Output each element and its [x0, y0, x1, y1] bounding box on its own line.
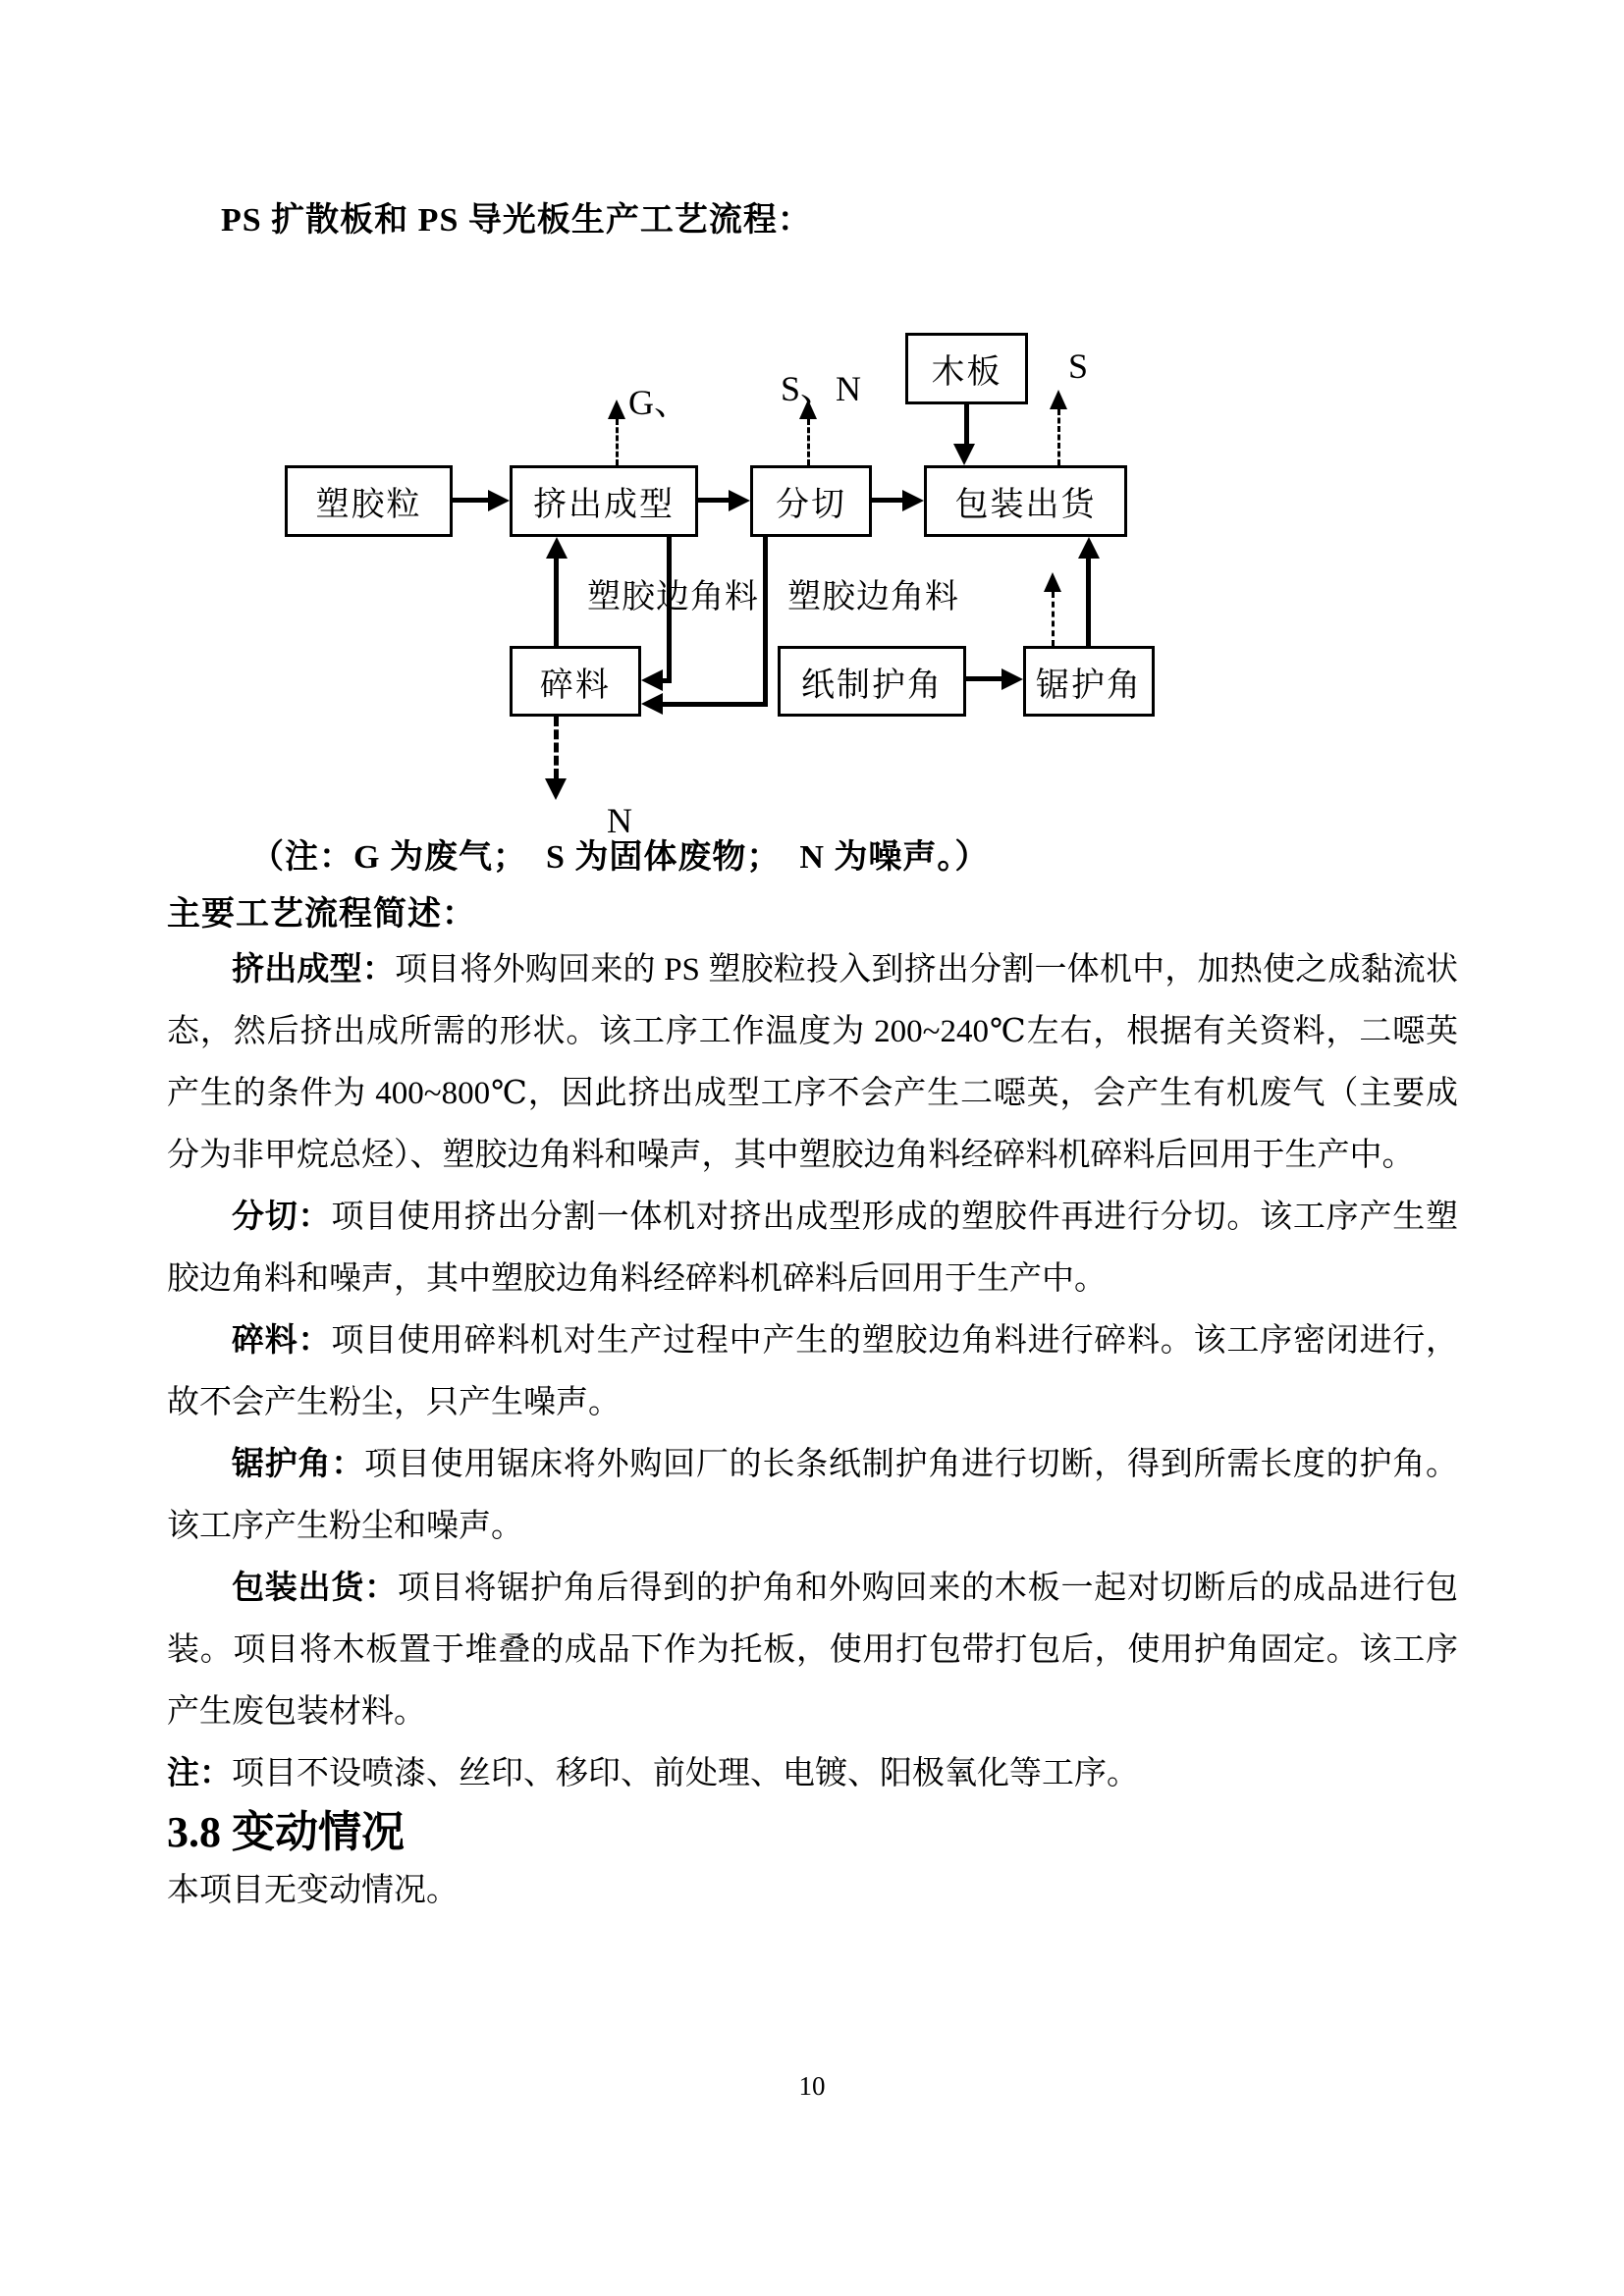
- diagram-legend-note: （注：G 为废气； S 为固体废物； N 为噪声。）: [250, 839, 990, 876]
- arrowhead-up-icon: [1044, 572, 1061, 592]
- body-text: [167, 939, 1458, 1922]
- dashed-arrow-crushing-noise: [554, 717, 559, 778]
- arrowhead-up-icon: [546, 537, 568, 559]
- paragraph-lead: 碎料：: [232, 1323, 332, 1359]
- label-plastic-scrap-1: 塑胶边角料: [587, 579, 759, 615]
- flow-box-cutting: 分切: [750, 465, 872, 537]
- paragraph-packing: [167, 1558, 1458, 1743]
- dashed-arrow-extrusion-emission: [616, 419, 619, 465]
- arrowhead-up-icon: [1078, 537, 1100, 559]
- section-3-8-body: 本项目无变动情况。: [167, 1873, 459, 1908]
- flow-box-packing: 包装出货: [924, 465, 1127, 537]
- arrowhead-right-icon: [729, 490, 750, 511]
- arrowhead-left-icon: [641, 693, 663, 715]
- arrowhead-down-icon: [953, 444, 975, 465]
- flow-box-plastic-pellets: 塑胶粒: [285, 465, 453, 537]
- page-title: PS 扩散板和 PS 导光板生产工艺流程：: [221, 202, 812, 239]
- dashed-arrow-saw-emission: [1052, 592, 1055, 646]
- page-number: 10: [798, 2071, 826, 2101]
- dashed-arrow-packing-emission: [1057, 409, 1060, 465]
- arrowhead-left-icon: [641, 669, 663, 691]
- paragraph-lead: 挤出成型：: [232, 952, 396, 988]
- paragraph-lead: 锯护角：: [232, 1447, 365, 1482]
- section-3-8-heading: 3.8 变动情况: [167, 1808, 405, 1856]
- paragraph-body: 项目使用锯床将外购回厂的长条纸制护角进行切断，得到所需长度的护角。该工序产生粉尘和噪声。: [167, 1447, 1459, 1544]
- arrowhead-right-icon: [1001, 668, 1023, 690]
- arrow-cutting-scrap-horizontal: [663, 702, 765, 707]
- paragraph-saw-corner: [167, 1434, 1458, 1558]
- flow-box-wood-board: 木板: [905, 333, 1028, 404]
- label-plastic-scrap-2: 塑胶边角料: [787, 579, 959, 615]
- arrow-wood-to-packing: [964, 404, 969, 444]
- arrowhead-right-icon: [902, 490, 924, 511]
- paragraph-crushing: [167, 1310, 1458, 1434]
- flow-box-extrusion: 挤出成型: [510, 465, 698, 537]
- paragraph-extrusion: [167, 939, 1458, 1187]
- arrowhead-right-icon: [488, 490, 510, 511]
- arrowhead-up-icon: [1050, 390, 1067, 409]
- flow-box-saw-corner: 锯护角: [1023, 646, 1155, 717]
- paragraph-lead: 分切：: [232, 1200, 332, 1235]
- flow-box-paper-corner: 纸制护角: [778, 646, 966, 717]
- flow-box-crushing: 碎料: [510, 646, 641, 717]
- paragraph-body: 项目使用碎料机对生产过程中产生的塑胶边角料进行碎料。该工序密闭进行，故不会产生粉尘，只产生噪声。: [167, 1323, 1459, 1420]
- paragraph-body: 项目将外购回来的 PS 塑胶粒投入到挤出分割一体机中，加热使之成黏流状态，然后挤出成所需的形状。该工序工作温度为 200~240℃左右，根据有关资料，二噁英产生的条件为 400~800℃，因此挤出成型工序不会产生二噁英，会产生有机废气（主要成分为非甲烷总烃）、塑胶边角料和噪声，其中塑胶边角料经碎料机碎料后回用于生产中。: [167, 952, 1458, 1173]
- label-solid-s: S: [1068, 347, 1089, 386]
- arrowhead-up-icon: [608, 400, 625, 419]
- label-solid-noise-sn: S、N: [781, 369, 862, 408]
- paragraph-lead: 包装出货：: [232, 1571, 398, 1606]
- arrow-crushing-to-extrusion: [554, 559, 559, 646]
- process-note-line: [167, 1743, 1458, 1805]
- process-flow-diagram: [245, 324, 1237, 844]
- note-body: 项目不设喷漆、丝印、移印、前处理、电镀、阳极氧化等工序。: [232, 1756, 1139, 1791]
- paragraph-cutting: [167, 1187, 1458, 1310]
- overview-heading: 主要工艺流程简述：: [167, 896, 476, 933]
- dashed-arrow-cutting-emission: [807, 419, 810, 465]
- arrowhead-down-icon: [545, 778, 567, 800]
- note-lead: 注：: [167, 1756, 232, 1791]
- arrow-cutting-to-packing: [872, 498, 902, 503]
- paragraph-body: 项目使用挤出分割一体机对挤出成型形成的塑胶件再进行分切。该工序产生塑胶边角料和噪声，其中塑胶边角料经碎料机碎料后回用于生产中。: [167, 1200, 1459, 1297]
- arrow-pellets-to-extrusion: [453, 498, 488, 503]
- arrow-saw-to-packing: [1086, 559, 1091, 646]
- arrow-cutting-scrap-vertical: [763, 537, 768, 707]
- paragraph-body: 项目将锯护角后得到的护角和外购回来的木板一起对切断后的成品进行包装。项目将木板置于堆叠的成品下作为托板，使用打包带打包后，使用护角固定。该工序产生废包装材料。: [167, 1571, 1459, 1730]
- arrow-extrusion-to-cutting: [698, 498, 729, 503]
- arrow-paper-to-saw: [966, 676, 1001, 681]
- arrow-extrusion-scrap-horizontal: [663, 678, 672, 683]
- label-noise-n: N: [607, 801, 632, 840]
- label-gas-g: G、: [628, 383, 689, 422]
